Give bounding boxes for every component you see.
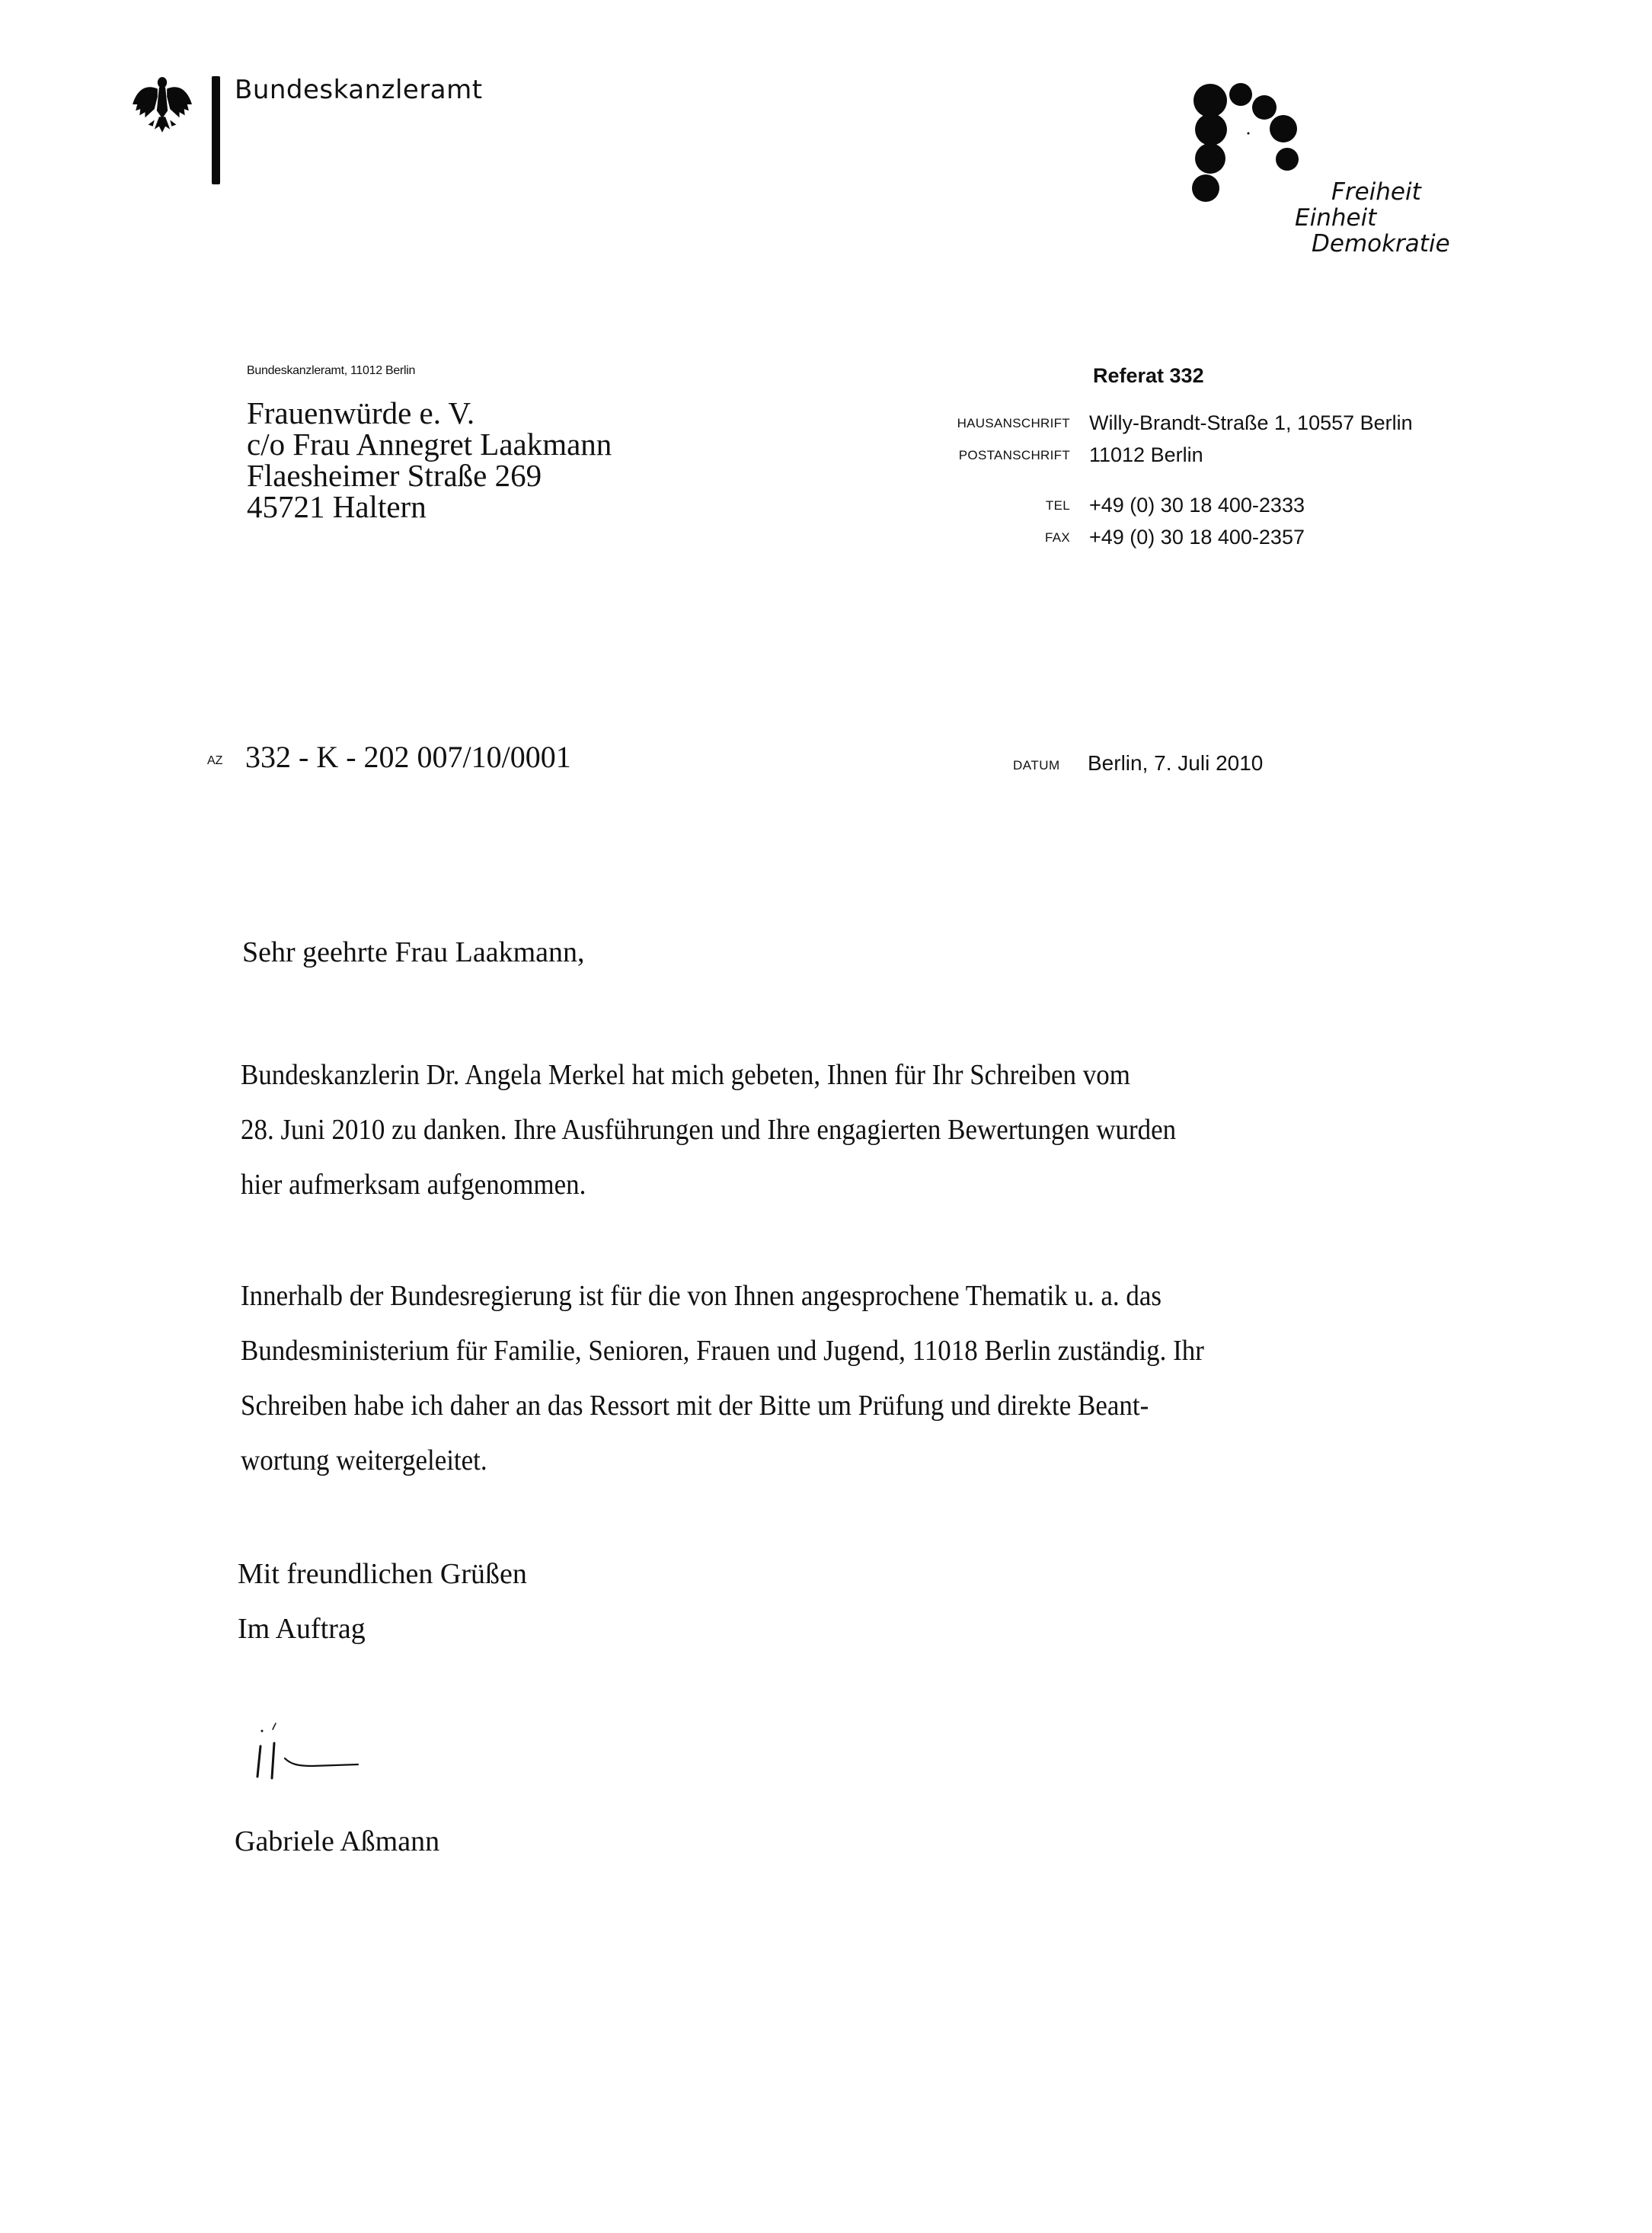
info-label-wrap: [899, 443, 1070, 469]
reference-number: 332 - K - 202 007/10/0001: [245, 740, 571, 774]
paragraph-line: 28. Juni 2010 zu danken. Ihre Ausführungen und Ihre engagierten Bewertungen wurden: [241, 1114, 1177, 1146]
info-label-postal-address: POSTANSCHRIFT: [958, 448, 1070, 462]
info-value-postal-address: 11012 Berlin: [1089, 443, 1203, 466]
recipient-line: 45721 Haltern: [247, 489, 427, 524]
organization-name: Bundeskanzleramt: [235, 75, 483, 105]
body-paragraph: [241, 1268, 1204, 1488]
date-value: Berlin, 7. Juli 2010: [1088, 751, 1264, 775]
paragraph-line: Innerhalb der Bundesregierung ist für die von Ihnen angesprochene Thematik u. a. das: [241, 1280, 1162, 1312]
info-label-tel: TEL: [1045, 498, 1070, 513]
info-label-house-address: HAUSANSCHRIFT: [957, 416, 1070, 430]
body-paragraph: [241, 1048, 1176, 1212]
closing-line: Mit freundlichen Grüßen: [238, 1558, 527, 1590]
department-heading: Referat 332: [1093, 364, 1204, 387]
paragraph-line: wortung weitergeleitet.: [241, 1444, 487, 1476]
handwritten-signature-icon: [251, 1714, 373, 1790]
recipient-line: c/o Frau Annegret Laakmann: [247, 427, 612, 462]
signer-name: Gabriele Aßmann: [235, 1825, 440, 1857]
reference-label: AZ: [207, 754, 223, 767]
closing-line: Im Auftrag: [238, 1613, 366, 1645]
info-label-fax: FAX: [1044, 530, 1070, 545]
closing: [238, 1547, 527, 1656]
letterhead-divider: [212, 76, 220, 184]
recipient-line: Flaesheimer Straße 269: [247, 458, 542, 493]
motto: [1295, 179, 1450, 257]
paragraph-line: hier aufmerksam aufgenommen.: [241, 1169, 586, 1201]
motto-line: Demokratie: [1312, 230, 1450, 258]
paragraph-line: Bundeskanzlerin Dr. Angela Merkel hat mich gebeten, Ihnen für Ihr Schreiben vom: [241, 1059, 1130, 1091]
date-label: DATUM: [1013, 758, 1060, 773]
info-label-wrap: [899, 526, 1070, 552]
info-value-house-address: Willy-Brandt-Straße 1, 10557 Berlin: [1089, 411, 1413, 434]
motto-line: Einheit: [1295, 204, 1377, 232]
paragraph-line: Bundesministerium für Familie, Senioren, Frauen und Jugend, 11018 Berlin zuständig. Ihr: [241, 1335, 1204, 1367]
recipient-address: [247, 395, 612, 524]
info-label-wrap: [899, 411, 1070, 437]
motto-line: Freiheit: [1331, 178, 1421, 206]
paragraph-line: Schreiben habe ich daher an das Ressort mit der Bitte um Prüfung und direkte Beant-: [241, 1390, 1149, 1422]
sender-return-address: Bundeskanzleramt, 11012 Berlin: [247, 364, 416, 377]
info-value-fax: +49 (0) 30 18 400-2357: [1089, 526, 1305, 549]
recipient-line: Frauenwürde e. V.: [247, 395, 475, 430]
info-label-wrap: [899, 494, 1070, 520]
federal-eagle-icon: [131, 73, 193, 136]
info-value-tel: +49 (0) 30 18 400-2333: [1089, 494, 1305, 517]
salutation: Sehr geehrte Frau Laakmann,: [242, 936, 585, 968]
